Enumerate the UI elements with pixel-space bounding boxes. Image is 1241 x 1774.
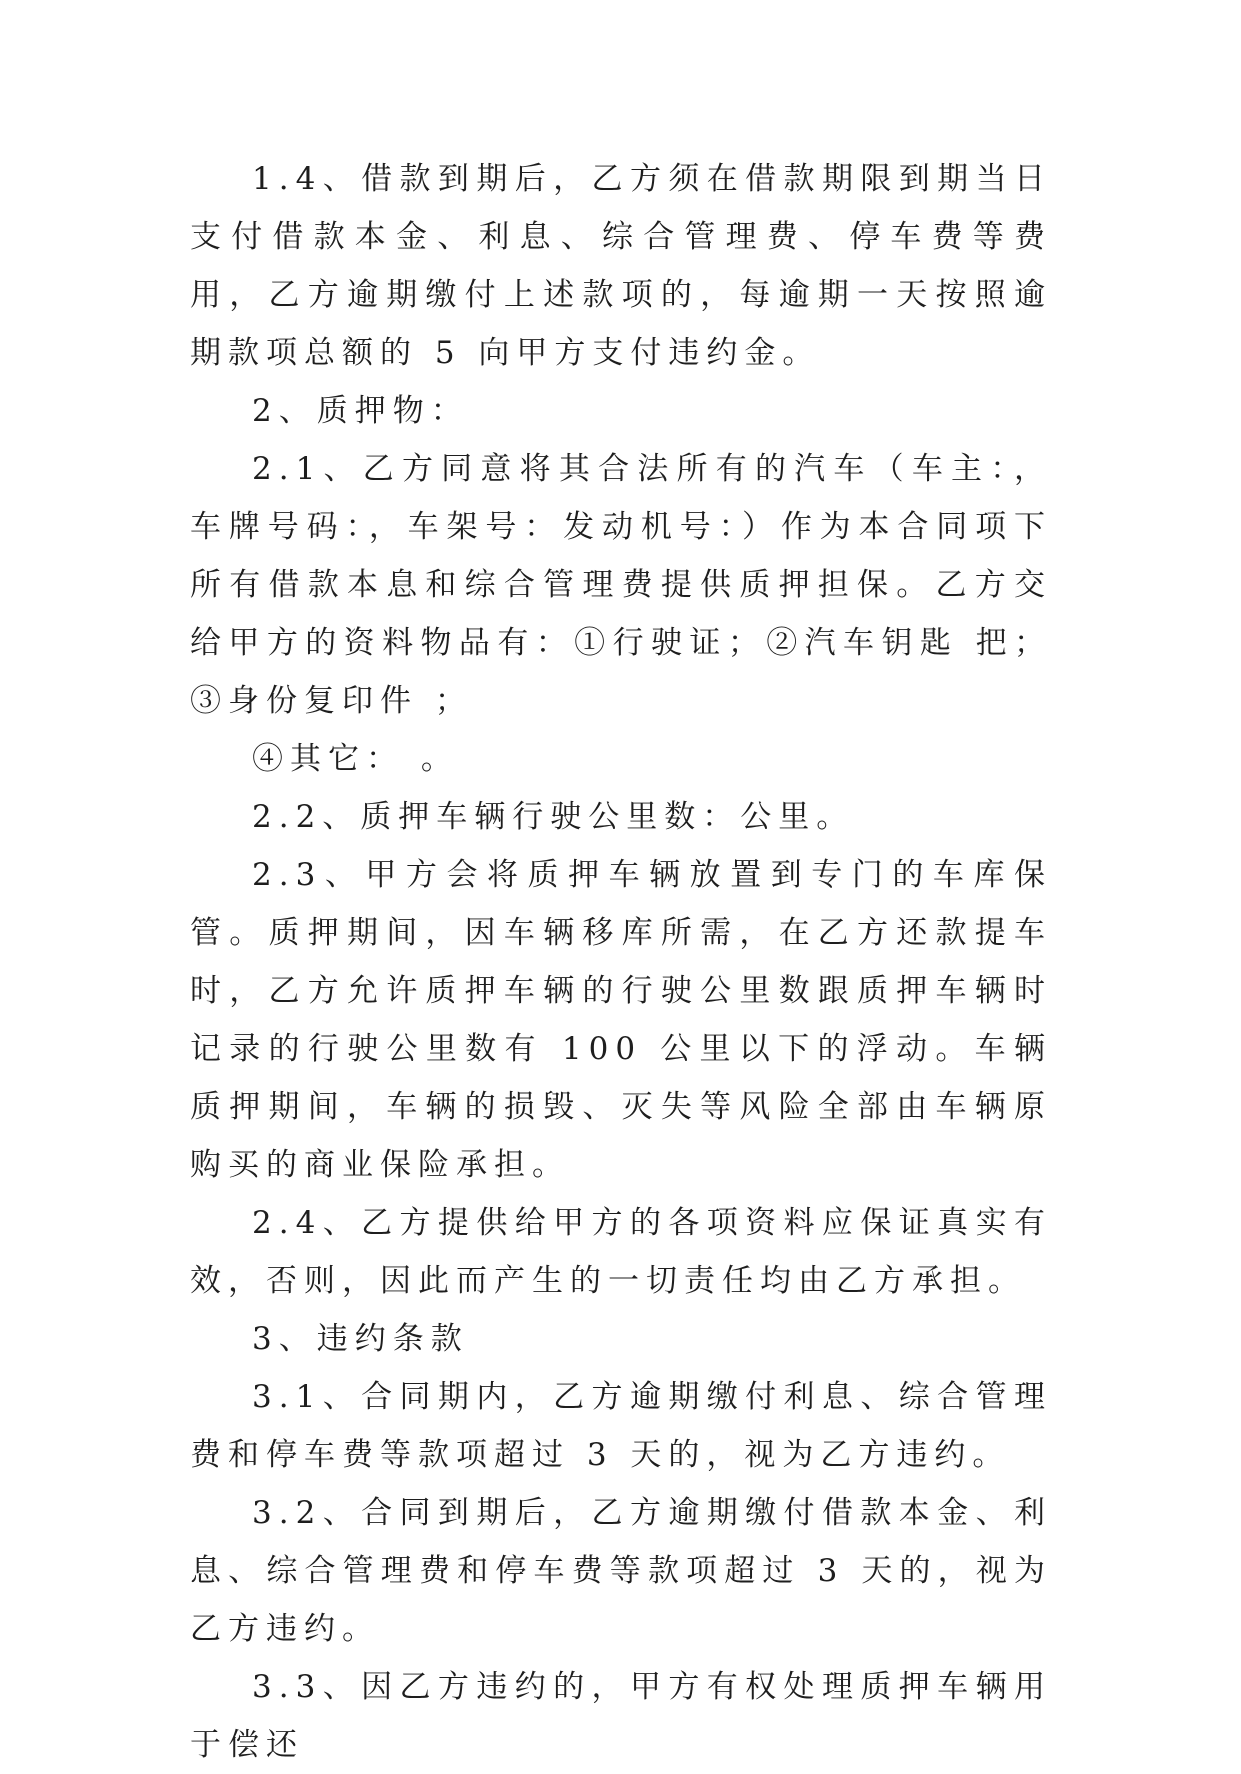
clause-2-4: 2.4、乙方提供给甲方的各项资料应保证真实有效，否则，因此而产生的一切责任均由乙方承担。	[190, 1205, 1052, 1299]
clause-3-1: 3.1、合同期内，乙方逾期缴付利息、综合管理费和停车费等款项超过 3 天的，视为乙方违约。	[190, 1379, 1052, 1473]
document-page	[190, 150, 1052, 1774]
clause-3-3: 3.3、因乙方违约的，甲方有权处理质押车辆用于偿还	[190, 1669, 1052, 1763]
clause-3-2: 3.2、合同到期后，乙方逾期缴付借款本金、利息、综合管理费和停车费等款项超过 3 天的，视为乙方违约。	[190, 1495, 1052, 1647]
clause-1-4: 1.4、借款到期后，乙方须在借款期限到期当日支付借款本金、利息、综合管理费、停车费等费用，乙方逾期缴付上述款项的，每逾期一天按照逾期款项总额的 5 向甲方支付违约金。	[190, 161, 1052, 371]
clause-2-3: 2.3、甲方会将质押车辆放置到专门的车库保管。质押期间，因车辆移库所需，在乙方还款提车时，乙方允许质押车辆的行驶公里数跟质押车辆时记录的行驶公里数有 100 公里以下的浮动。车辆质押期间，车辆的损毁、灭失等风险全部由车辆原购买的商业保险承担。	[190, 857, 1052, 1183]
clause-2-2: 2.2、质押车辆行驶公里数：公里。	[252, 799, 855, 835]
section-2-heading: 2、质押物：	[252, 393, 469, 429]
clause-2-1: 2.1、乙方同意将其合法所有的汽车（车主：，车牌号码：，车架号：发动机号：）作为本合同项下所有借款本息和综合管理费提供质押担保。乙方交给甲方的资料物品有：①行驶证；②汽车钥匙 把；③身份复印件 ；	[190, 451, 1052, 719]
section-3-heading: 3、违约条款	[252, 1321, 469, 1357]
clause-2-1-item-4: ④其它： 。	[252, 741, 459, 777]
